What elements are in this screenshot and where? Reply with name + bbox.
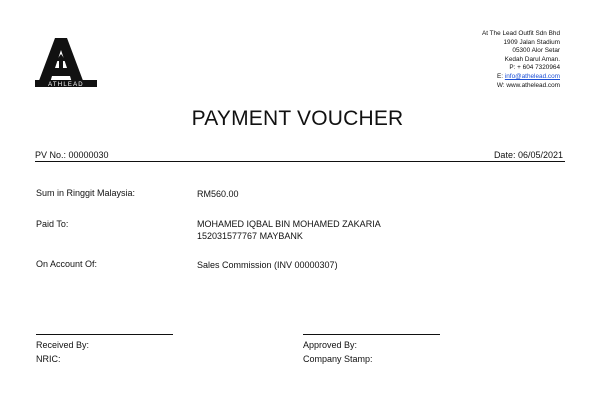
page-title: PAYMENT VOUCHER	[191, 107, 404, 130]
sum-value: RM560.00	[197, 189, 239, 199]
company-address-line: 1909 Jalan Stadium	[503, 38, 560, 46]
approved-signature-line	[303, 334, 440, 335]
received-block	[36, 338, 89, 366]
company-email-row	[340, 73, 560, 82]
company-email-prefix: E:	[497, 72, 505, 80]
company-stamp-label: Company Stamp:	[303, 354, 373, 364]
logo-text: ATHLEAD	[48, 82, 84, 88]
company-address-line: 05300 Alor Setar	[512, 47, 560, 55]
nric-label: NRIC:	[36, 354, 61, 364]
received-signature-line	[36, 334, 173, 335]
sum-label: Sum in Ringgit Malaysia:	[36, 188, 136, 198]
paid-to-label: Paid To:	[36, 219, 69, 229]
approved-block	[303, 338, 373, 366]
header-divider	[35, 161, 565, 162]
paid-to-value	[197, 218, 381, 242]
paid-to-name: MOHAMED IQBAL BIN MOHAMED ZAKARIA	[197, 219, 381, 229]
approved-by-label: Approved By:	[303, 340, 358, 350]
account-of-value: Sales Commission (INV 00000307)	[197, 260, 338, 270]
company-logo	[31, 36, 101, 92]
account-of-label: On Account Of:	[36, 259, 98, 269]
company-details	[340, 30, 560, 90]
pv-number: PV No.: 00000030	[35, 150, 109, 160]
received-by-label: Received By:	[36, 340, 90, 350]
company-phone: P: + 604 7320964	[509, 64, 560, 72]
logo-icon	[31, 36, 101, 92]
company-website: W: www.athelead.com	[496, 81, 560, 89]
company-email-link[interactable]: info@athelead.com	[504, 72, 560, 80]
company-address-line: Kedah Darul Aman.	[504, 55, 560, 63]
paid-to-account: 152031577767 MAYBANK	[197, 231, 303, 241]
voucher-date: Date: 06/05/2021	[493, 150, 563, 160]
company-name: At The Lead Outfit Sdn Bhd	[481, 30, 560, 37]
